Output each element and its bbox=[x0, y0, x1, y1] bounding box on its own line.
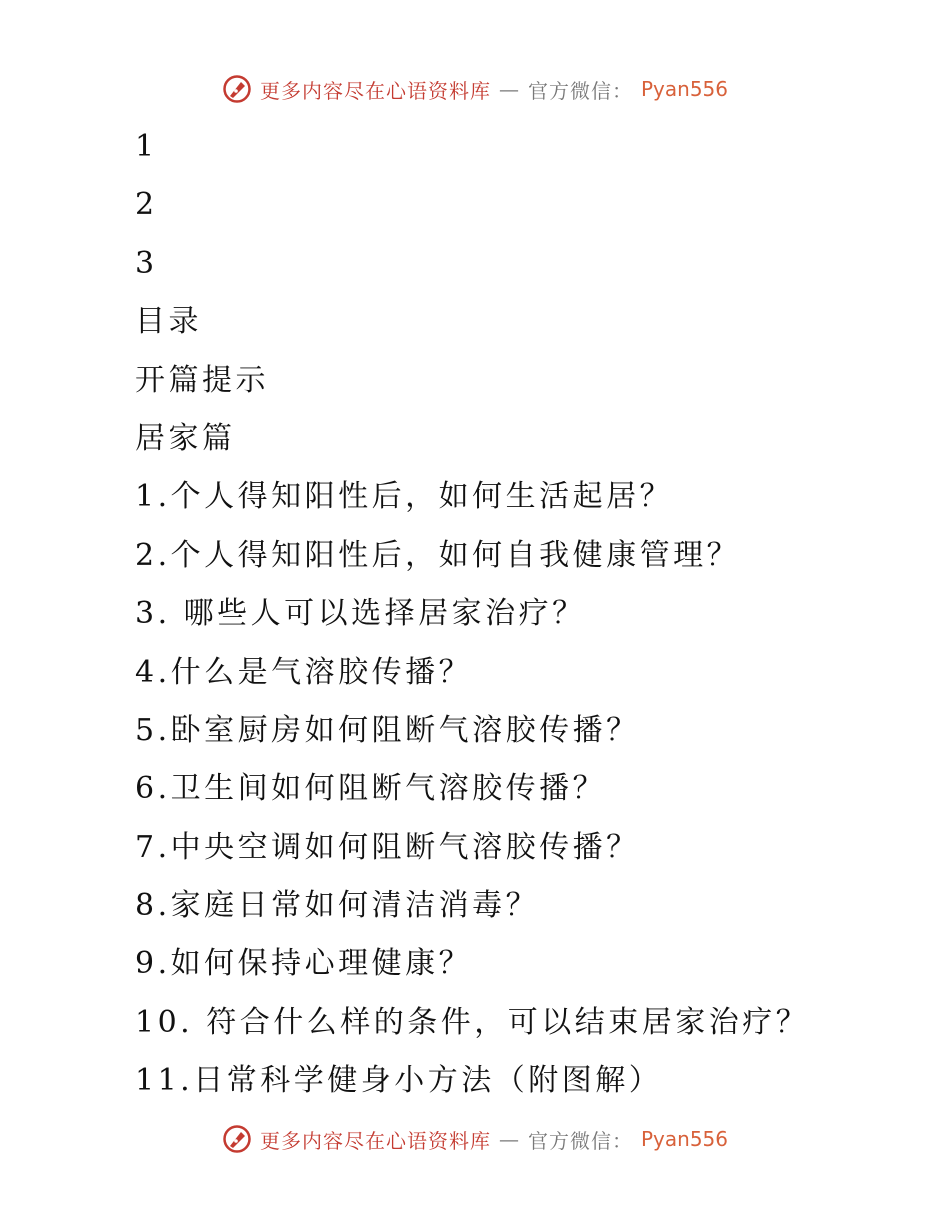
toc-line: 3 bbox=[135, 245, 158, 281]
toc-section: 开篇提示 bbox=[135, 362, 269, 398]
banner-main-text: 更多内容尽在心语资料库 bbox=[259, 78, 491, 103]
banner-wechat-label: 官方微信： bbox=[527, 1128, 633, 1153]
toc-item: 8.家庭日常如何清洁消毒？ bbox=[135, 888, 540, 924]
banner-wechat-id: Pyan556 bbox=[640, 77, 728, 101]
toc-line: 2 bbox=[135, 187, 158, 223]
toc-item: 9.如何保持心理健康？ bbox=[135, 946, 473, 982]
table-of-contents bbox=[135, 118, 809, 1111]
banner-separator: — bbox=[498, 77, 520, 101]
toc-item: 10. 符合什么样的条件，可以结束居家治疗？ bbox=[135, 1004, 810, 1040]
pen-nib-logo-icon bbox=[222, 1124, 252, 1154]
toc-heading: 目录 bbox=[135, 304, 202, 340]
toc-item: 6.卫生间如何阻断气溶胶传播？ bbox=[135, 771, 607, 807]
header-banner bbox=[0, 74, 950, 104]
toc-item: 3. 哪些人可以选择居家治疗？ bbox=[135, 596, 586, 632]
banner-wechat-label: 官方微信： bbox=[527, 78, 633, 103]
toc-item: 5.卧室厨房如何阻断气溶胶传播？ bbox=[135, 712, 640, 748]
toc-item: 7.中央空调如何阻断气溶胶传播？ bbox=[135, 829, 640, 865]
toc-item: 1.个人得知阳性后，如何生活起居？ bbox=[135, 479, 674, 515]
pen-nib-logo-icon bbox=[222, 74, 252, 104]
footer-banner bbox=[0, 1124, 950, 1154]
toc-line: 1 bbox=[135, 129, 158, 164]
toc-section: 居家篇 bbox=[135, 420, 236, 456]
toc-item: 4.什么是气溶胶传播？ bbox=[135, 654, 473, 690]
banner-main-text: 更多内容尽在心语资料库 bbox=[259, 1128, 491, 1153]
banner-separator: — bbox=[498, 1127, 520, 1151]
toc-item: 2.个人得知阳性后，如何自我健康管理？ bbox=[135, 537, 741, 573]
banner-wechat-id: Pyan556 bbox=[640, 1127, 728, 1151]
toc-item: 11.日常科学健身小方法（附图解） bbox=[135, 1063, 663, 1099]
